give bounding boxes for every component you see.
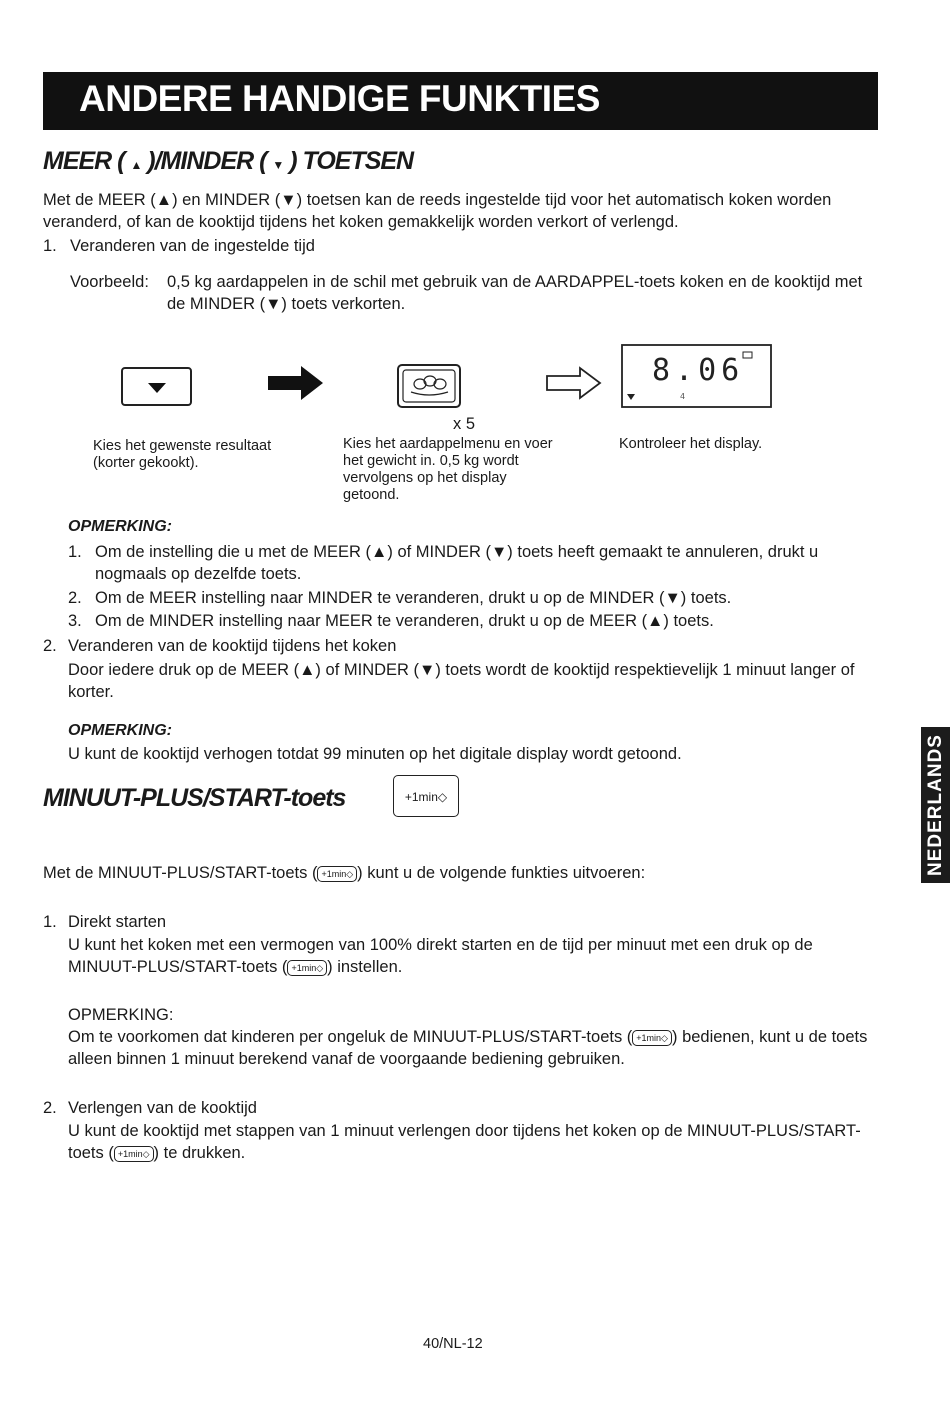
note2-text: U kunt de kooktijd verhogen totdat 99 minuten op het digitale display wordt getoond. [68,745,682,763]
caption-step3: Kontroleer het display. [619,436,763,452]
language-tab-label: NEDERLANDS [924,734,946,876]
language-tab [921,727,950,883]
potato-key-icon [398,365,460,407]
s2-item1-text: U kunt het koken met een vermogen van 100% direkt starten en de tijd per minuut met een druk op de MINUUT-PLUS/START-toets ( +1min◇ ) instellen. [68,936,813,976]
section-banner [43,72,878,130]
section2-heading: MINUUT-PLUS/START-toets [43,784,346,812]
s2-item2-label: Verlengen van de kooktijd [68,1099,257,1117]
minute-plus-key-icon: +1min◇ [287,960,327,976]
minder-key-icon [122,368,191,405]
s2-item2-number: 2. [43,1099,57,1117]
press-count: x 5 [453,415,476,433]
note1-item-text: Om de MEER instelling naar MINDER te veranderen, drukt u op de MINDER (▼) toets. [95,589,732,607]
note1-item-text: Om de MINDER instelling naar MEER te veranderen, drukt u op de MEER (▲) toets. [95,612,714,630]
item2-label: Veranderen van de kooktijd tijdens het koken [68,637,397,655]
note1-title: OPMERKING: [68,518,172,535]
note1-item-number: 3. [68,612,82,630]
up-arrow-icon: ▲ [130,158,142,172]
item1-number: 1. [43,237,57,255]
caption-step2: Kies het aardappelmenu en voer het gewicht in. 0,5 kg wordt vervolgens op het display getoond. [343,436,553,503]
item1-label: Veranderen van de ingestelde tijd [70,237,315,255]
banner-title: ANDERE HANDIGE FUNKTIES [79,78,600,119]
item2-text: Door iedere druk op de MEER (▲) of MINDER (▼) toets wordt de kooktijd respektievelijk 1 minuut langer of korter. [68,661,855,701]
caption-step1: Kies het gewenste resultaat (korter gekookt). [93,438,272,471]
s2-item1-number: 1. [43,913,57,931]
right-arrow-icon [268,366,323,400]
minute-plus-key-icon: +1min◇ [632,1030,672,1046]
s2-item2-text: U kunt de kooktijd met stappen van 1 minuut verlengen door tijdens het koken op de MINUUT-PLUS/START-toets ( +1min◇ ) te drukken. [68,1122,861,1162]
minute-plus-key-icon: +1min◇ [317,866,357,882]
s2-note-text: Om te voorkomen dat kinderen per ongeluk de MINUUT-PLUS/START-toets ( +1min◇ ) bedienen, kunt u de toets alleen binnen 1 minuut berekend vanaf de voorgaande bediening gebruiken. [68,1028,868,1068]
s2-note-title: OPMERKING: [68,1006,174,1024]
note2-title: OPMERKING: [68,722,172,739]
example-text: 0,5 kg aardappelen in de schil met gebruik van de AARDAPPEL-toets koken en de kooktijd met de MINDER (▼) toets verkorten. [167,273,863,313]
note1-item-number: 2. [68,589,82,607]
section1-intro: Met de MEER (▲) en MINDER (▼) toetsen kan de reeds ingestelde tijd voor het automatisch koken worden veranderd, of kan de kooktijd tijdens het koken gemakkelijk worden verkort of verlengd. [43,191,832,231]
display-readout: 8.06 [652,353,745,388]
page-number: 40/NL-12 [423,1336,483,1352]
section1-heading: MEER ( ▲ )/MINDER ( ▼ ) TOETSEN [43,147,414,175]
minute-plus-key-icon: +1min◇ [393,775,459,817]
outline-arrow-icon [547,368,600,398]
s2-item1-label: Direkt starten [68,913,167,931]
down-arrow-icon: ▼ [272,158,284,172]
svg-text:4: 4 [680,392,686,401]
item2-number: 2. [43,637,57,655]
minute-plus-key-icon: +1min◇ [114,1146,154,1162]
note1-item-text: Om de instelling die u met de MEER (▲) of MINDER (▼) toets heeft gemaakt te annuleren, drukt u nogmaals op dezelfde toets. [95,543,819,583]
note1-item-number: 1. [68,543,82,561]
example-label: Voorbeeld: [70,273,149,291]
section2-intro: Met de MINUUT-PLUS/START-toets ( +1min◇ ) kunt u de volgende funkties uitvoeren: [43,864,646,882]
